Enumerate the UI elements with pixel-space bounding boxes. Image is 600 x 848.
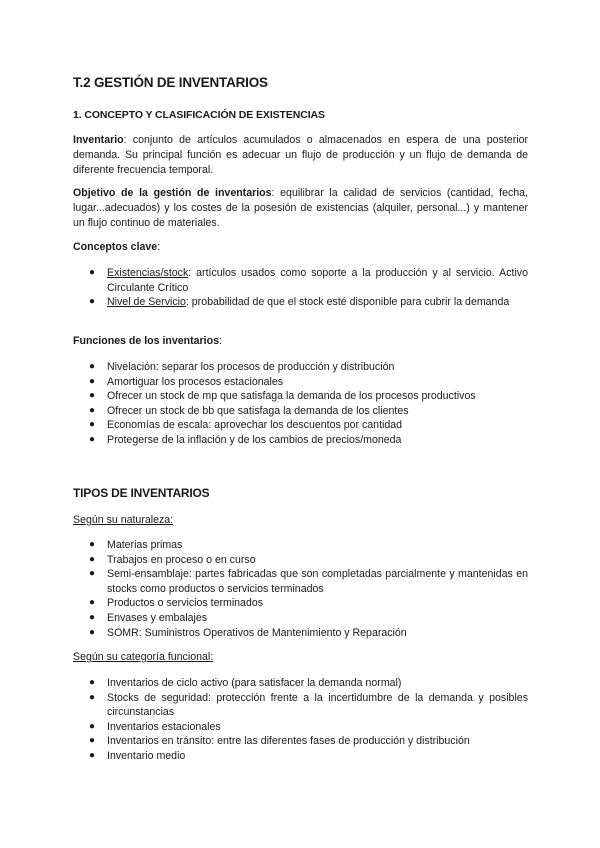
bullet-icon: ● <box>89 390 96 402</box>
list-item-text: Ofrecer un stock de mp que satisfaga la demanda de los procesos productivos <box>107 390 476 403</box>
bullet-icon: ● <box>89 433 96 445</box>
funciones-list <box>89 360 528 448</box>
inventario-text: : conjunto de artículos acumulados o almacenados en espera de una posterior demanda. Su principal función es adecuar un flujo de producción y un flujo de demanda de diferente frecuencia temporal. <box>73 134 528 176</box>
list-item <box>89 295 528 310</box>
page-title: T.2 GESTIÓN DE INVENTARIOS <box>73 75 268 90</box>
section-heading-concepto: 1. CONCEPTO Y CLASIFICACIÓN DE EXISTENCIAS <box>73 109 325 121</box>
list-item <box>89 596 528 611</box>
bullet-icon: ● <box>89 375 96 387</box>
bullet-icon: ● <box>89 749 96 761</box>
list-item <box>89 567 528 596</box>
list-item-text: Nivelación: separar los procesos de producción y distribución <box>107 361 395 373</box>
funciones-label <box>73 335 222 347</box>
list-item-text: Trabajos en proceso o en curso <box>107 553 256 566</box>
list-item <box>89 749 528 764</box>
list-item-text: Semi-ensamblaje: partes fabricadas que son completadas parcialmente y mantenidas en stocks como productos o servicios terminados <box>107 568 528 595</box>
list-item-text: SOMR: Suministros Operativos de Mantenimiento y Reparación <box>107 626 407 639</box>
objetivo-term: Objetivo de la gestión de inventarios <box>73 187 272 199</box>
funcional-label: Según su categoría funcional: <box>73 651 214 663</box>
list-item-text: Inventario medio <box>107 749 186 762</box>
list-item-text: Stocks de seguridad: protección frente a la incertidumbre de la demanda y posibles circunstancias <box>107 691 528 719</box>
conceptos-label <box>73 241 160 253</box>
bullet-icon: ● <box>89 404 96 416</box>
bullet-icon: ● <box>89 735 96 747</box>
list-item-text: Ofrecer un stock de bb que satisfaga la demanda de los clientes <box>107 404 409 417</box>
funciones-label-colon: : <box>219 335 222 347</box>
list-item <box>89 676 528 691</box>
concept-term: Nivel de Servicio <box>107 296 186 309</box>
inventario-term: Inventario <box>73 134 124 146</box>
naturaleza-list <box>89 538 528 640</box>
list-item-text: Envases y embalajes <box>107 611 208 624</box>
bullet-icon: ● <box>89 296 96 308</box>
list-item <box>89 553 528 568</box>
list-item <box>89 626 528 641</box>
conceptos-list <box>89 266 528 310</box>
list-item-text: Productos o servicios terminados <box>107 597 264 610</box>
concept-term: Existencias/stock <box>107 267 189 279</box>
bullet-icon: ● <box>89 553 96 565</box>
bullet-icon: ● <box>89 691 96 703</box>
list-item <box>89 611 528 626</box>
concept-text: : artículos usados como soporte a la producción y al servicio. Activo Circulante Crítico <box>107 267 528 294</box>
list-item-text: Amortiguar los procesos estacionales <box>107 375 284 388</box>
list-item <box>89 433 528 448</box>
bullet-icon: ● <box>89 677 96 688</box>
list-item <box>89 734 528 749</box>
bullet-icon: ● <box>89 361 96 372</box>
list-item <box>89 720 528 735</box>
list-item <box>89 538 528 553</box>
funciones-label-text: Funciones de los inventarios <box>73 335 219 347</box>
bullet-icon: ● <box>89 267 96 278</box>
inventario-definition <box>73 133 528 178</box>
list-item-text: Materias primas <box>107 539 183 551</box>
bullet-icon: ● <box>89 626 96 638</box>
bullet-icon: ● <box>89 539 96 550</box>
list-item-text: Economías de escala: aprovechar los descuentos por cantidad <box>107 419 403 432</box>
bullet-icon: ● <box>89 720 96 732</box>
list-item <box>89 404 528 419</box>
list-item <box>89 360 528 375</box>
funcional-list <box>89 676 528 764</box>
bullet-icon: ● <box>89 611 96 623</box>
naturaleza-label: Según su naturaleza: <box>73 514 174 526</box>
list-item-text: Inventarios de ciclo activo (para satisfacer la demanda normal) <box>107 677 402 689</box>
objetivo-text: : equilibrar la calidad de servicios (cantidad, fecha, lugar...adecuados) y los costes de la posesión de existencias (alquiler, personal...) y mantener un flujo continuo de materiales. <box>73 187 528 229</box>
list-item <box>89 375 528 390</box>
section-heading-tipos: TIPOS DE INVENTARIOS <box>73 486 210 500</box>
list-item <box>89 266 528 295</box>
list-item-text: Protegerse de la inflación y de los cambios de precios/moneda <box>107 433 402 446</box>
bullet-icon: ● <box>89 597 96 609</box>
list-item <box>89 389 528 404</box>
bullet-icon: ● <box>89 419 96 431</box>
list-item-text: Inventarios estacionales <box>107 720 221 733</box>
objetivo-definition <box>73 186 528 231</box>
list-item <box>89 418 528 433</box>
bullet-icon: ● <box>89 568 96 580</box>
list-item <box>89 691 528 720</box>
conceptos-label-colon: : <box>157 241 161 253</box>
conceptos-label-text: Conceptos clave <box>73 241 158 253</box>
concept-text: : probabilidad de que el stock esté disponible para cubrir la demanda <box>185 296 510 309</box>
list-item-text: Inventarios en tránsito: entre las diferentes fases de producción y distribución <box>107 735 470 748</box>
